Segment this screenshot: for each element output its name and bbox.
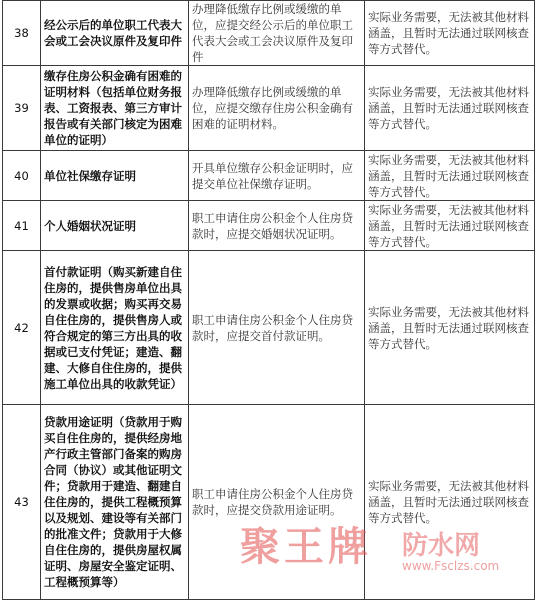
table-row: [3, 405, 535, 600]
material-name: 单位社保缴存证明: [41, 151, 189, 201]
material-name: 经公示后的单位职工代表大会或工会决议原件及复印件: [41, 1, 189, 66]
table-row: [3, 201, 535, 251]
row-number: 43: [3, 405, 41, 600]
retention-reason: 实际业务需要，无法被其他材料涵盖，且暂时无法通过联网核查等方式替代。: [365, 251, 535, 405]
retention-reason: 实际业务需要，无法被其他材料涵盖，且暂时无法通过联网核查等方式替代。: [365, 1, 535, 66]
material-name: 首付款证明（购买新建自住住房的，提供售房单位出具的发票或收据；购买再交易自住住房的，提供售房人或符合规定的第三方出具的收据或已支付凭证；建造、翻建、大修自住住房的，提供施工单位出具的收款凭证）: [41, 251, 189, 405]
material-name: 贷款用途证明（贷款用于购买自住住房的，提供经房地产行政主管部门备案的购房合同（协议）或其他证明文件；贷款用于建造、翻建自住住房的，提供工程概预算以及规划、建设等有关部门的批准文件；贷款用于大修自住住房的，提供房屋权属证明、房屋安全鉴定证明、工程概预算等）: [41, 405, 189, 600]
row-number: 38: [3, 1, 41, 66]
submission-condition: 办理降低缴存比例或缓缴的单位，应提交经公示后的单位职工代表大会或工会决议原件及复印件: [189, 1, 365, 66]
table-row: [3, 66, 535, 151]
watermark-brand: 聚王牌: [240, 524, 372, 570]
submission-condition: 职工申请住房公积金个人住房贷款时，应提交婚姻状况证明。: [189, 201, 365, 251]
material-name: 缴存住房公积金确有困难的证明材料（包括单位财务报表、工资报表、第三方审计报告或有关部门核定为困难单位的证明）: [41, 66, 189, 151]
submission-condition: 开具单位缴存公积金证明时，应提交单位社保缴存证明。: [189, 151, 365, 201]
watermark-subtitle: 防水网: [402, 531, 481, 561]
table-row: [3, 1, 535, 66]
row-number: 40: [3, 151, 41, 201]
table-row: [3, 151, 535, 201]
row-number: 42: [3, 251, 41, 405]
row-number: 39: [3, 66, 41, 151]
submission-condition: 办理降低缴存比例或缓缴的单位，应提交缴存住房公积金确有困难的证明材料。: [189, 66, 365, 151]
submission-condition: 职工申请住房公积金个人住房贷款时，应提交贷款用途证明。: [189, 405, 365, 600]
watermark-url: www.Fsclzs.com: [402, 559, 500, 573]
retention-reason: 实际业务需要，无法被其他材料涵盖，且暂时无法通过联网核查等方式替代。: [365, 405, 535, 600]
retention-reason: 实际业务需要，无法被其他材料涵盖，且暂时无法通过联网核查等方式替代。: [365, 201, 535, 251]
retention-reason: 实际业务需要，无法被其他材料涵盖，且暂时无法通过联网核查等方式替代。: [365, 66, 535, 151]
material-name: 个人婚姻状况证明: [41, 201, 189, 251]
submission-condition: 职工申请住房公积金个人住房贷款时，应提交首付款证明。: [189, 251, 365, 405]
requirements-table: [2, 0, 535, 600]
table-row: [3, 251, 535, 405]
retention-reason: 实际业务需要，无法被其他材料涵盖，且暂时无法通过联网核查等方式替代。: [365, 151, 535, 201]
row-number: 41: [3, 201, 41, 251]
